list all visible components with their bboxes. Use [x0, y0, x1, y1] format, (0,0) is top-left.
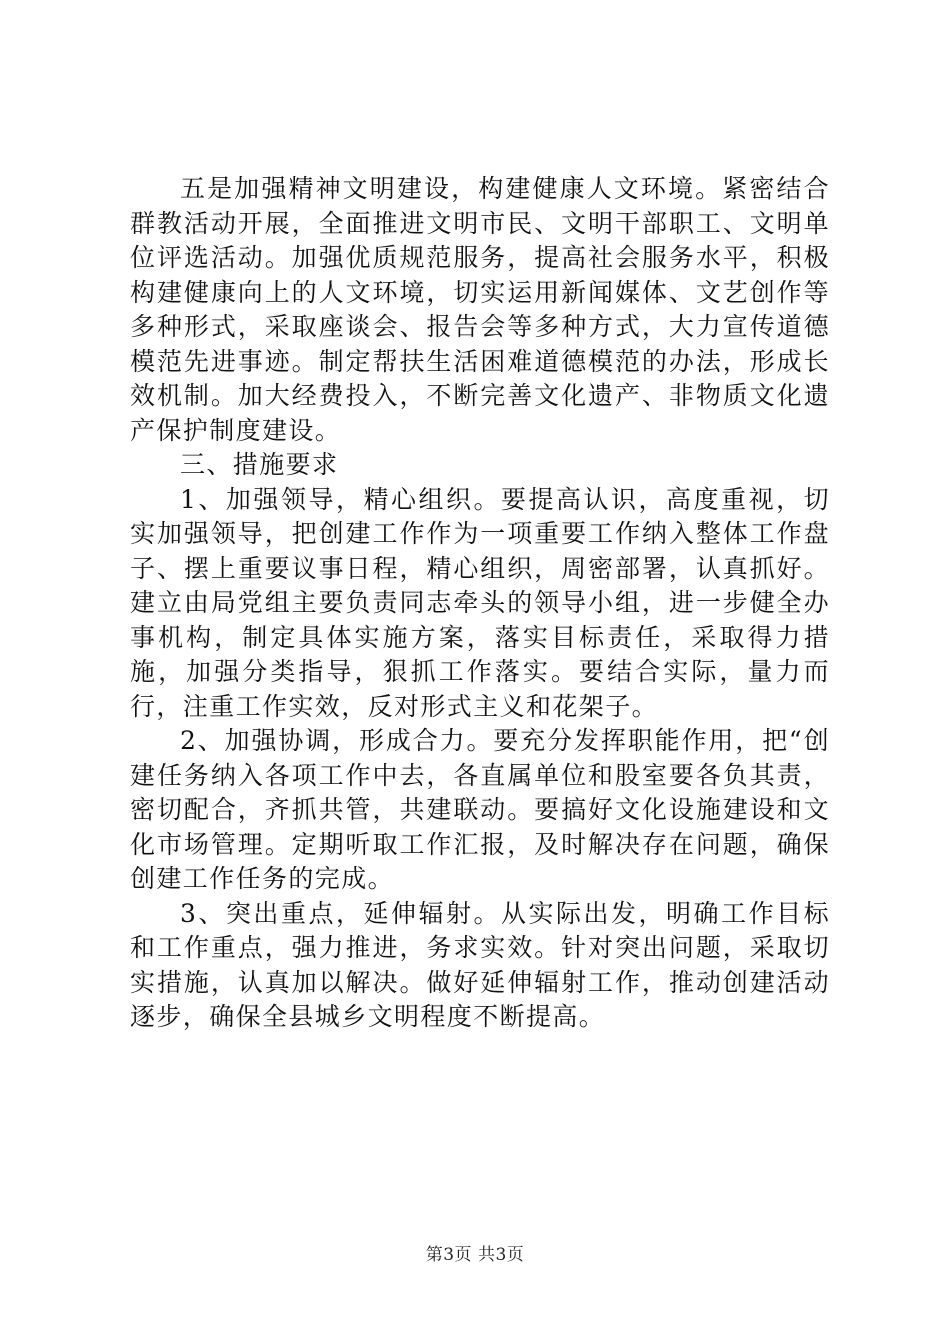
section-heading-measures: 三、措施要求	[180, 450, 339, 479]
paragraph-measure-leadership: 1、加强领导，精心组织。要提高认识，高度重视，切实加强领导，把创建工作作为一项重要工作纳入整体工作盘子、摆上重要议事日程，精心组织，周密部署，认真抓好。建立由局党组主要负责同志牵头的领导小组，进一步健全办事机构，制定具体实施方案，落实目标责任，采取得力措施，加强分类指导，狠抓工作落实。要结合实际，量力而行，注重工作实效，反对形式主义和花架子。	[130, 484, 830, 721]
paragraph-measure-coordination: 2、加强协调，形成合力。要充分发挥职能作用，把“创建任务纳入各项工作中去，各直属单位和股室要各负其责，密切配合，齐抓共管，共建联动。要搞好文化设施建设和文化市场管理。定期听取工作汇报，及时解决存在问题，确保创建工作任务的完成。	[130, 726, 830, 893]
paragraph-spiritual-civilization: 五是加强精神文明建设，构建健康人文环境。紧密结合群教活动开展，全面推进文明市民、文明干部职工、文明单位评选活动。加强优质规范服务，提高社会服务水平，积极构建健康向上的人文环境，切实运用新闻媒体、文艺创作等多种形式，采取座谈会、报告会等多种方式，大力宣传道德模范先进事迹。制定帮扶生活困难道德模范的办法，形成长效机制。加大经费投入，不断完善文化遗产、非物质文化遗产保护制度建设。	[130, 174, 830, 445]
page-number-footer: 第3页 共3页	[425, 1245, 525, 1265]
document-body	[130, 172, 830, 1035]
paragraph-measure-focus: 3、突出重点，延伸辐射。从实际出发，明确工作目标和工作重点，强力推进，务求实效。针对突出问题，采取切实措施，认真加以解决。做好延伸辐射工作，推动创建活动逐步，确保全县城乡文明程度不断提高。	[130, 898, 830, 1031]
